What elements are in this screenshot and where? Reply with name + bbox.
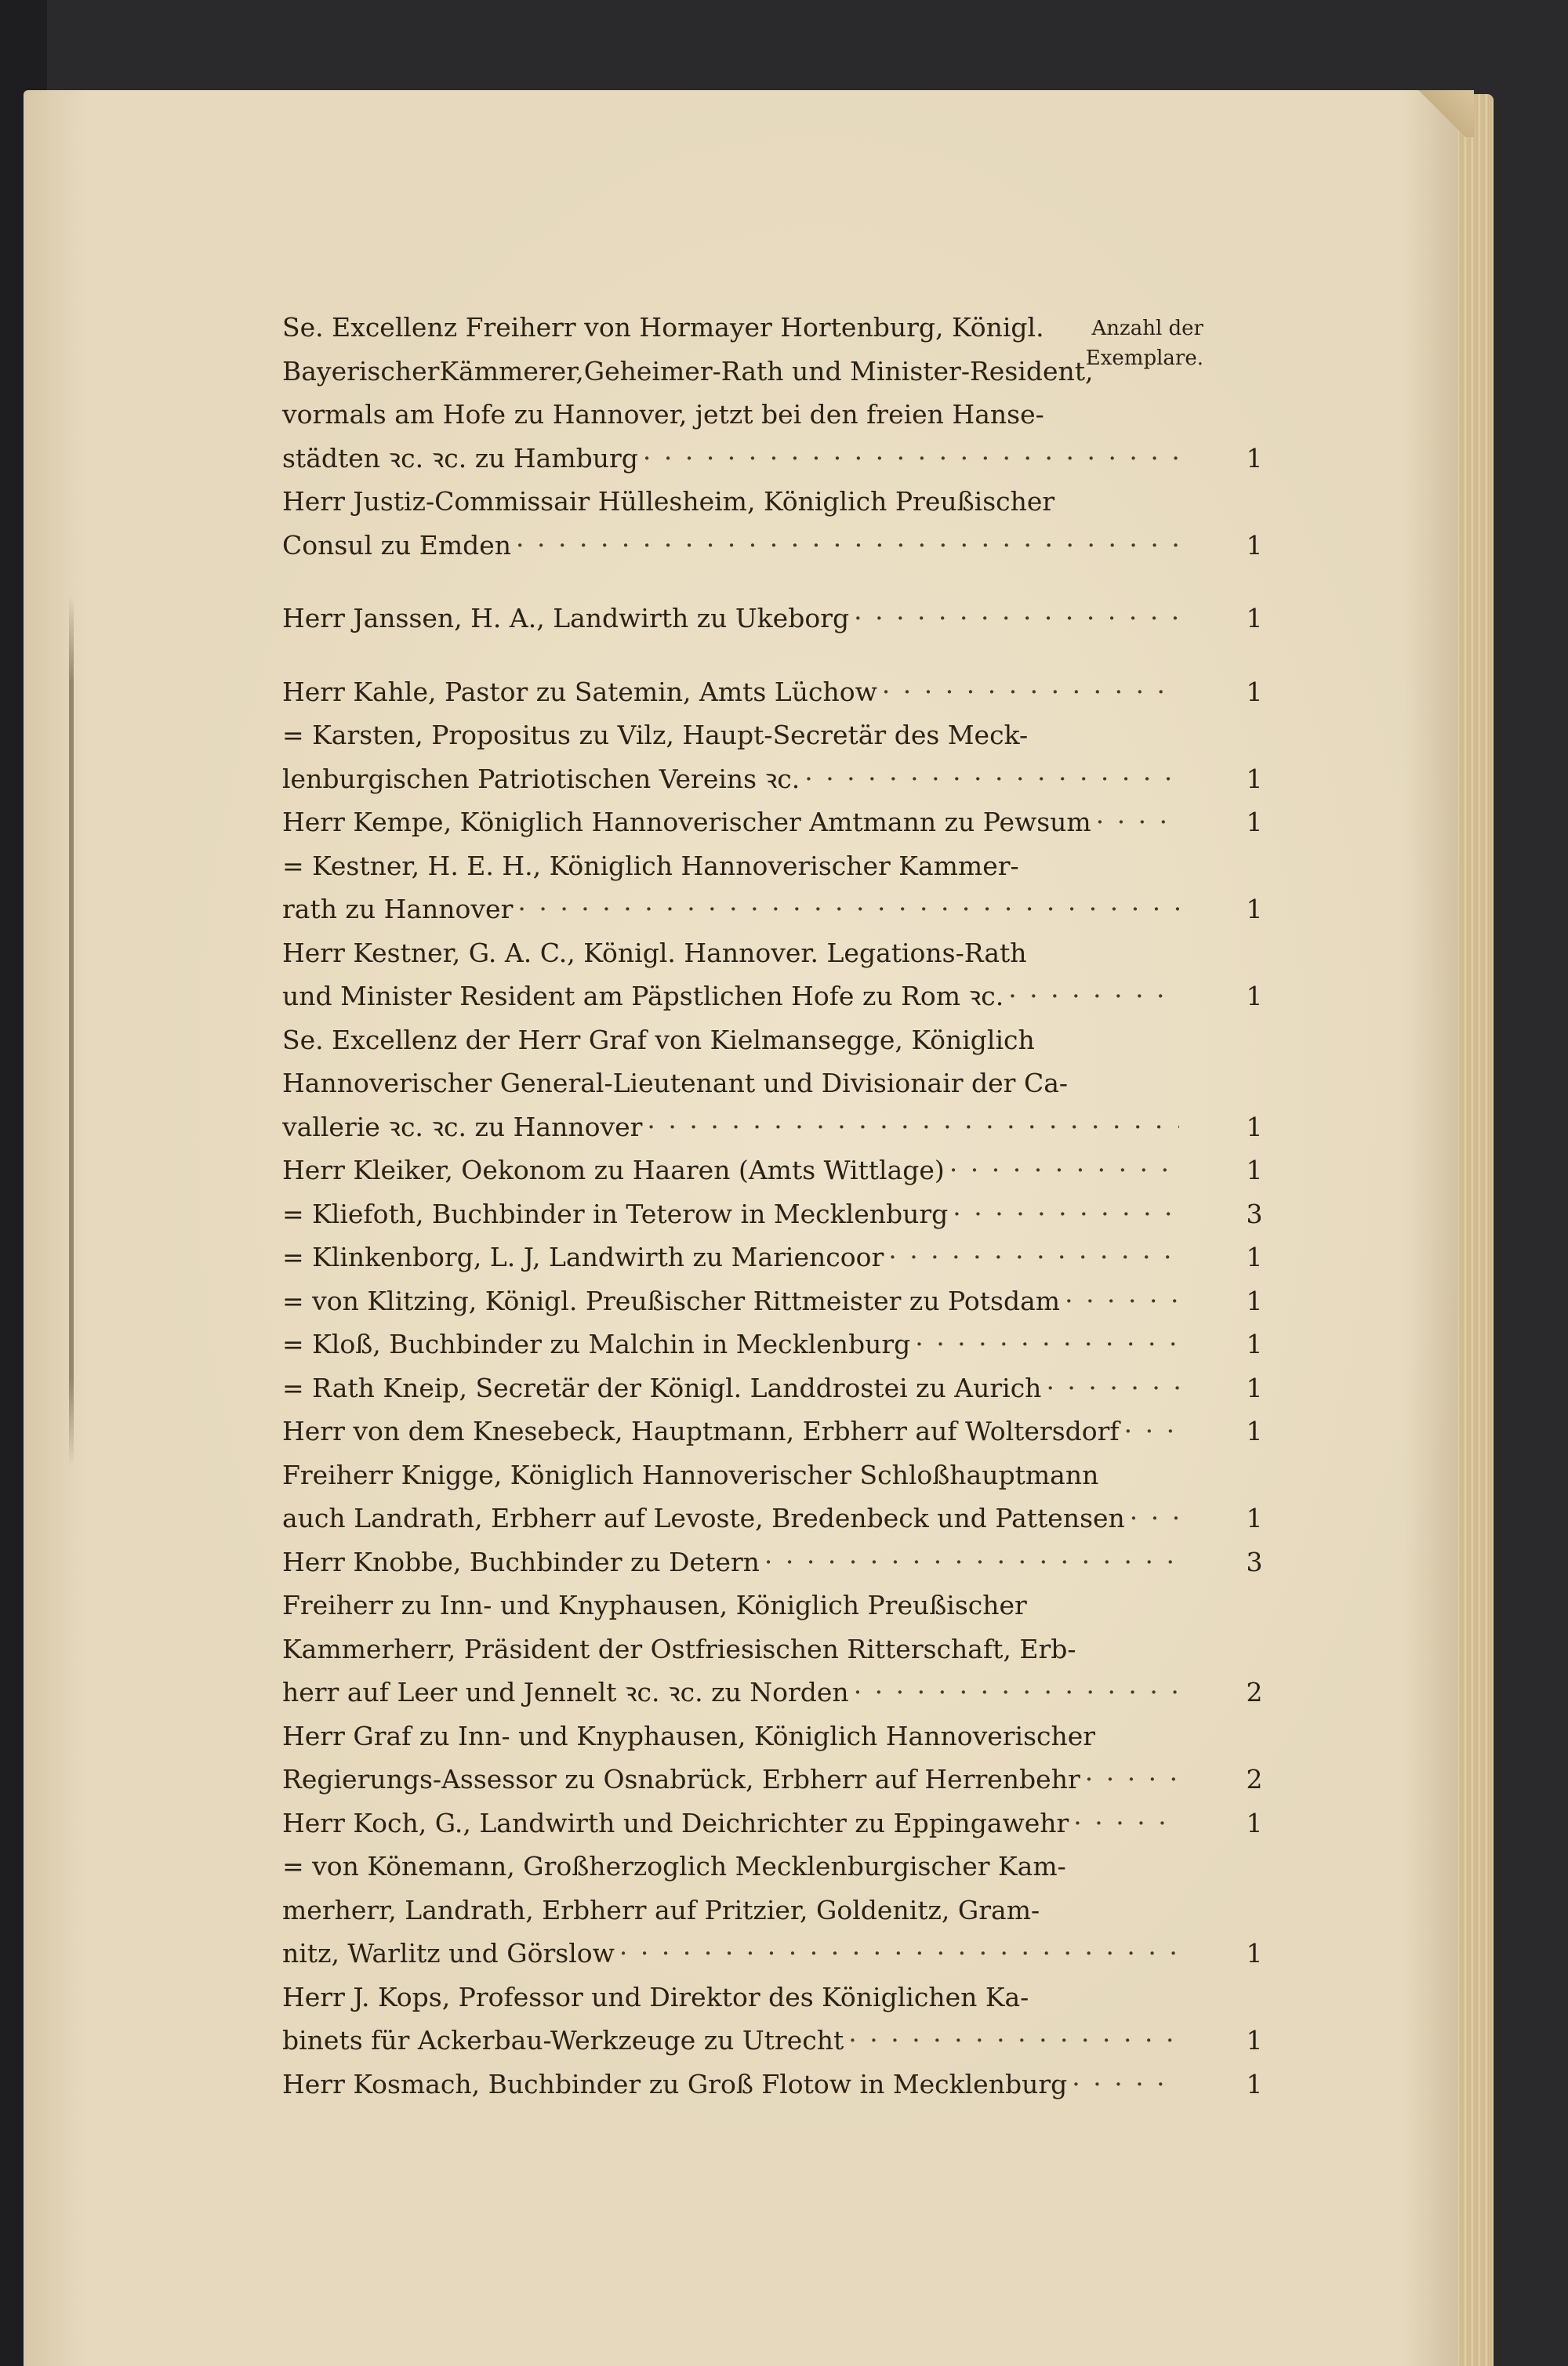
list-entry [282, 1584, 1263, 1715]
leader-dots [516, 524, 1179, 568]
entry-text: Freiherr zu Inn- und Knyphausen, Königlich Preußischer [282, 1590, 1027, 1620]
copy-count: 1 [1246, 603, 1263, 633]
copy-count: 1 [1246, 1285, 1263, 1316]
entry-text: = Kestner, H. E. H., Königlich Hannoverischer Kammer- [282, 850, 1019, 881]
entry-line [282, 1715, 1184, 1758]
leader-dots [643, 437, 1179, 481]
copy-count: 1 [1246, 1807, 1263, 1838]
entry-text: Freiherr Knigge, Königlich Hannoverischer Schloßhauptmann [282, 1459, 1099, 1490]
entry-line [282, 670, 1263, 714]
entry-line [282, 713, 1184, 757]
entry-text: herr auf Leer und Jennelt ꝛc. ꝛc. zu Norden [282, 1677, 849, 1707]
leader-dots [949, 1149, 1179, 1192]
entry-text: Herr Justiz-Commissair Hüllesheim, Königlich Preußischer [282, 486, 1055, 517]
entry-text: Consul zu Emden [282, 529, 512, 561]
leader-dots [1085, 1758, 1179, 1802]
leader-dots [1008, 974, 1179, 1018]
leader-dots [1072, 2063, 1179, 2107]
list-entry [282, 1279, 1263, 1323]
entry-text: = Kliefoth, Buchbinder in Teterow in Mecklenburg [282, 1198, 949, 1229]
column-header-line-1: Anzahl der [1091, 317, 1203, 340]
leader-dots [619, 1932, 1179, 1976]
copy-count: 3 [1246, 1198, 1263, 1229]
entry-line [282, 974, 1263, 1018]
entry-line [282, 1410, 1263, 1453]
entry-text: nitz, Warlitz und Görslow [282, 1938, 615, 1969]
entry-text: Herr Kleiker, Oekonom zu Haaren (Amts Wittlage) [282, 1155, 945, 1185]
entry-line [282, 1584, 1184, 1628]
entry-line [282, 1149, 1263, 1192]
list-entry [282, 1236, 1263, 1279]
entry-text: Kammerherr, Präsident der Ostfriesischen Ritterschaft, Erb- [282, 1633, 1076, 1664]
page-fold-mark [69, 596, 74, 1466]
entry-line [282, 844, 1184, 888]
entry-text: = Klinkenborg, L. J, Landwirth zu Mariencoor [282, 1242, 884, 1272]
leader-dots [953, 1192, 1179, 1236]
entry-text: BayerischerKämmerer,Geheimer-Rath und Minister-Resident, [282, 355, 1094, 386]
copy-count: 1 [1246, 807, 1263, 837]
entry-text: Herr Knobbe, Buchbinder zu Detern [282, 1546, 760, 1577]
entry-line [282, 800, 1263, 844]
entry-line [282, 524, 1263, 568]
entry-text: Herr Janssen, H. A., Landwirth zu Ukeborg [282, 603, 850, 633]
leader-dots [1096, 800, 1179, 844]
entry-text: lenburgischen Patriotischen Vereins ꝛc. [282, 763, 800, 794]
entry-text: Herr von dem Knesebeck, Hauptmann, Erbherr auf Woltersdorf [282, 1416, 1120, 1446]
copy-count: 1 [1246, 894, 1263, 924]
list-entry [282, 931, 1263, 1018]
spacer [282, 640, 1184, 670]
list-entry [282, 1323, 1263, 1366]
entry-line [282, 1976, 1184, 2019]
entry-line [282, 1540, 1263, 1584]
leader-dots [517, 887, 1179, 931]
entry-text: = Karsten, Propositus zu Vilz, Haupt-Secretär des Meck- [282, 720, 1029, 750]
entry-text: rath zu Hannover [282, 894, 514, 924]
list-entry [282, 480, 1263, 567]
column-header-line-2: Exemplare. [1085, 347, 1203, 370]
entry-line [282, 1366, 1263, 1410]
entry-text: = von Klitzing, Königl. Preußischer Rittmeister zu Potsdam [282, 1285, 1061, 1316]
spacer [282, 567, 1184, 597]
list-entry [282, 844, 1263, 931]
entry-text: und Minister Resident am Päpstlichen Hofe zu Rom ꝛc. [282, 981, 1004, 1011]
list-entry [282, 306, 1263, 480]
leader-dots [854, 597, 1179, 640]
leader-dots [882, 670, 1179, 714]
entry-text: Herr Kestner, G. A. C., Königl. Hannover. Legations-Rath [282, 937, 1027, 968]
entry-text: vormals am Hofe zu Hannover, jetzt bei den freien Hanse- [282, 399, 1044, 430]
entry-line [282, 887, 1263, 931]
entry-text: Herr Kosmach, Buchbinder zu Groß Flotow in Mecklenburg [282, 2068, 1068, 2099]
entry-line [282, 1323, 1263, 1366]
copy-count: 1 [1246, 1416, 1263, 1446]
entry-text: Herr Kahle, Pastor zu Satemin, Amts Lüchow [282, 676, 877, 707]
entry-text: Herr Graf zu Inn- und Knyphausen, Königlich Hannoverischer [282, 1720, 1096, 1751]
list-entry [282, 1453, 1263, 1540]
entry-text: Hannoverischer General-Lieutenant und Divisionair der Ca- [282, 1068, 1069, 1098]
leader-dots [915, 1323, 1179, 1366]
copy-count: 1 [1246, 442, 1263, 474]
copy-count: 1 [1246, 1242, 1263, 1272]
leader-dots [1073, 1802, 1179, 1845]
entry-line [282, 597, 1263, 640]
entry-text: Se. Excellenz Freiherr von Hormayer Hortenburg, Königl. [282, 312, 1044, 343]
list-entry [282, 713, 1263, 800]
leader-dots [1046, 1366, 1179, 1410]
entry-text: Regierungs-Assessor zu Osnabrück, Erbherr auf Herrenbehr [282, 1764, 1080, 1794]
entry-line [282, 1497, 1263, 1540]
copy-count: 2 [1246, 1677, 1263, 1707]
list-entry [282, 1802, 1263, 1845]
list-entry [282, 1018, 1263, 1149]
entry-line [282, 1236, 1263, 1279]
leader-dots [804, 757, 1179, 801]
entry-line [282, 757, 1263, 801]
entry-text: binets für Ackerbau-Werkzeuge zu Utrecht [282, 2025, 844, 2056]
entry-line [282, 437, 1263, 481]
entry-text: auch Landrath, Erbherr auf Levoste, Bredenbeck und Pattensen [282, 1503, 1125, 1533]
list-entry [282, 597, 1263, 640]
subscriber-list [282, 306, 1263, 2106]
leader-dots [764, 1540, 1179, 1584]
entry-line [282, 393, 1184, 437]
entry-text: = Kloß, Buchbinder zu Malchin in Mecklenburg [282, 1329, 911, 1359]
list-entry [282, 1366, 1263, 1410]
entry-text: Herr J. Kops, Professor und Direktor des Königlichen Ka- [282, 1981, 1029, 2012]
list-entry [282, 1715, 1263, 1802]
copy-count: 1 [1246, 1111, 1263, 1142]
list-entry [282, 1192, 1263, 1236]
copy-count: 3 [1246, 1546, 1263, 1577]
copy-count: 1 [1246, 1938, 1263, 1969]
list-entry [282, 800, 1263, 844]
page-corner [1411, 90, 1474, 137]
entry-line [282, 1932, 1263, 1976]
copy-count: 1 [1246, 2025, 1263, 2056]
entry-line [282, 1061, 1184, 1105]
entry-line [282, 1671, 1263, 1715]
entry-text: Herr Kempe, Königlich Hannoverischer Amtmann zu Pewsum [282, 807, 1091, 837]
list-entry [282, 1845, 1263, 1976]
entry-line [282, 931, 1184, 975]
copy-count: 1 [1246, 981, 1263, 1011]
entry-line [282, 1758, 1263, 1802]
list-entry [282, 1149, 1263, 1192]
leader-dots [854, 1671, 1179, 1715]
entry-line [282, 2019, 1263, 2063]
copy-count: 1 [1246, 529, 1263, 561]
list-entry [282, 670, 1263, 714]
copy-count: 1 [1246, 1503, 1263, 1533]
entry-line [282, 350, 1184, 394]
leader-dots [1065, 1279, 1179, 1323]
entry-text: = Rath Kneip, Secretär der Königl. Landdrostei zu Aurich [282, 1372, 1042, 1403]
leader-dots [848, 2019, 1179, 2063]
list-entry [282, 1410, 1263, 1453]
leader-dots [1130, 1497, 1179, 1540]
entry-text: Se. Excellenz der Herr Graf von Kielmansegge, Königlich [282, 1024, 1035, 1055]
copy-count: 2 [1246, 1764, 1263, 1794]
entry-text: vallerie ꝛc. ꝛc. zu Hannover [282, 1111, 643, 1142]
entry-text: Herr Koch, G., Landwirth und Deichrichter zu Eppingawehr [282, 1807, 1069, 1838]
entry-line [282, 1105, 1263, 1149]
entry-line [282, 480, 1184, 524]
entry-line [282, 306, 1184, 350]
entry-text: merherr, Landrath, Erbherr auf Pritzier, Goldenitz, Gram- [282, 1894, 1040, 1925]
entry-line [282, 1802, 1263, 1845]
copy-count: 1 [1246, 1155, 1263, 1185]
copy-count: 1 [1246, 1329, 1263, 1359]
copy-count: 1 [1246, 676, 1263, 707]
copy-count: 1 [1246, 763, 1263, 794]
entry-line [282, 1453, 1184, 1497]
copy-count: 1 [1246, 2068, 1263, 2099]
leader-dots [1124, 1410, 1179, 1453]
list-entry [282, 2063, 1263, 2107]
leader-dots [888, 1236, 1179, 1279]
entry-line [282, 1279, 1263, 1323]
entry-text: städten ꝛc. ꝛc. zu Hamburg [282, 442, 638, 474]
entry-line [282, 1628, 1184, 1671]
entry-line [282, 1889, 1184, 1932]
entry-line [282, 1192, 1263, 1236]
entry-line [282, 1845, 1184, 1889]
entry-text: = von Könemann, Großherzoglich Mecklenburgischer Kam- [282, 1851, 1066, 1882]
entry-line [282, 1018, 1184, 1062]
list-entry [282, 1540, 1263, 1584]
entry-line [282, 2063, 1263, 2107]
leader-dots [647, 1105, 1179, 1149]
copy-count: 1 [1246, 1372, 1263, 1403]
list-entry [282, 1976, 1263, 2063]
